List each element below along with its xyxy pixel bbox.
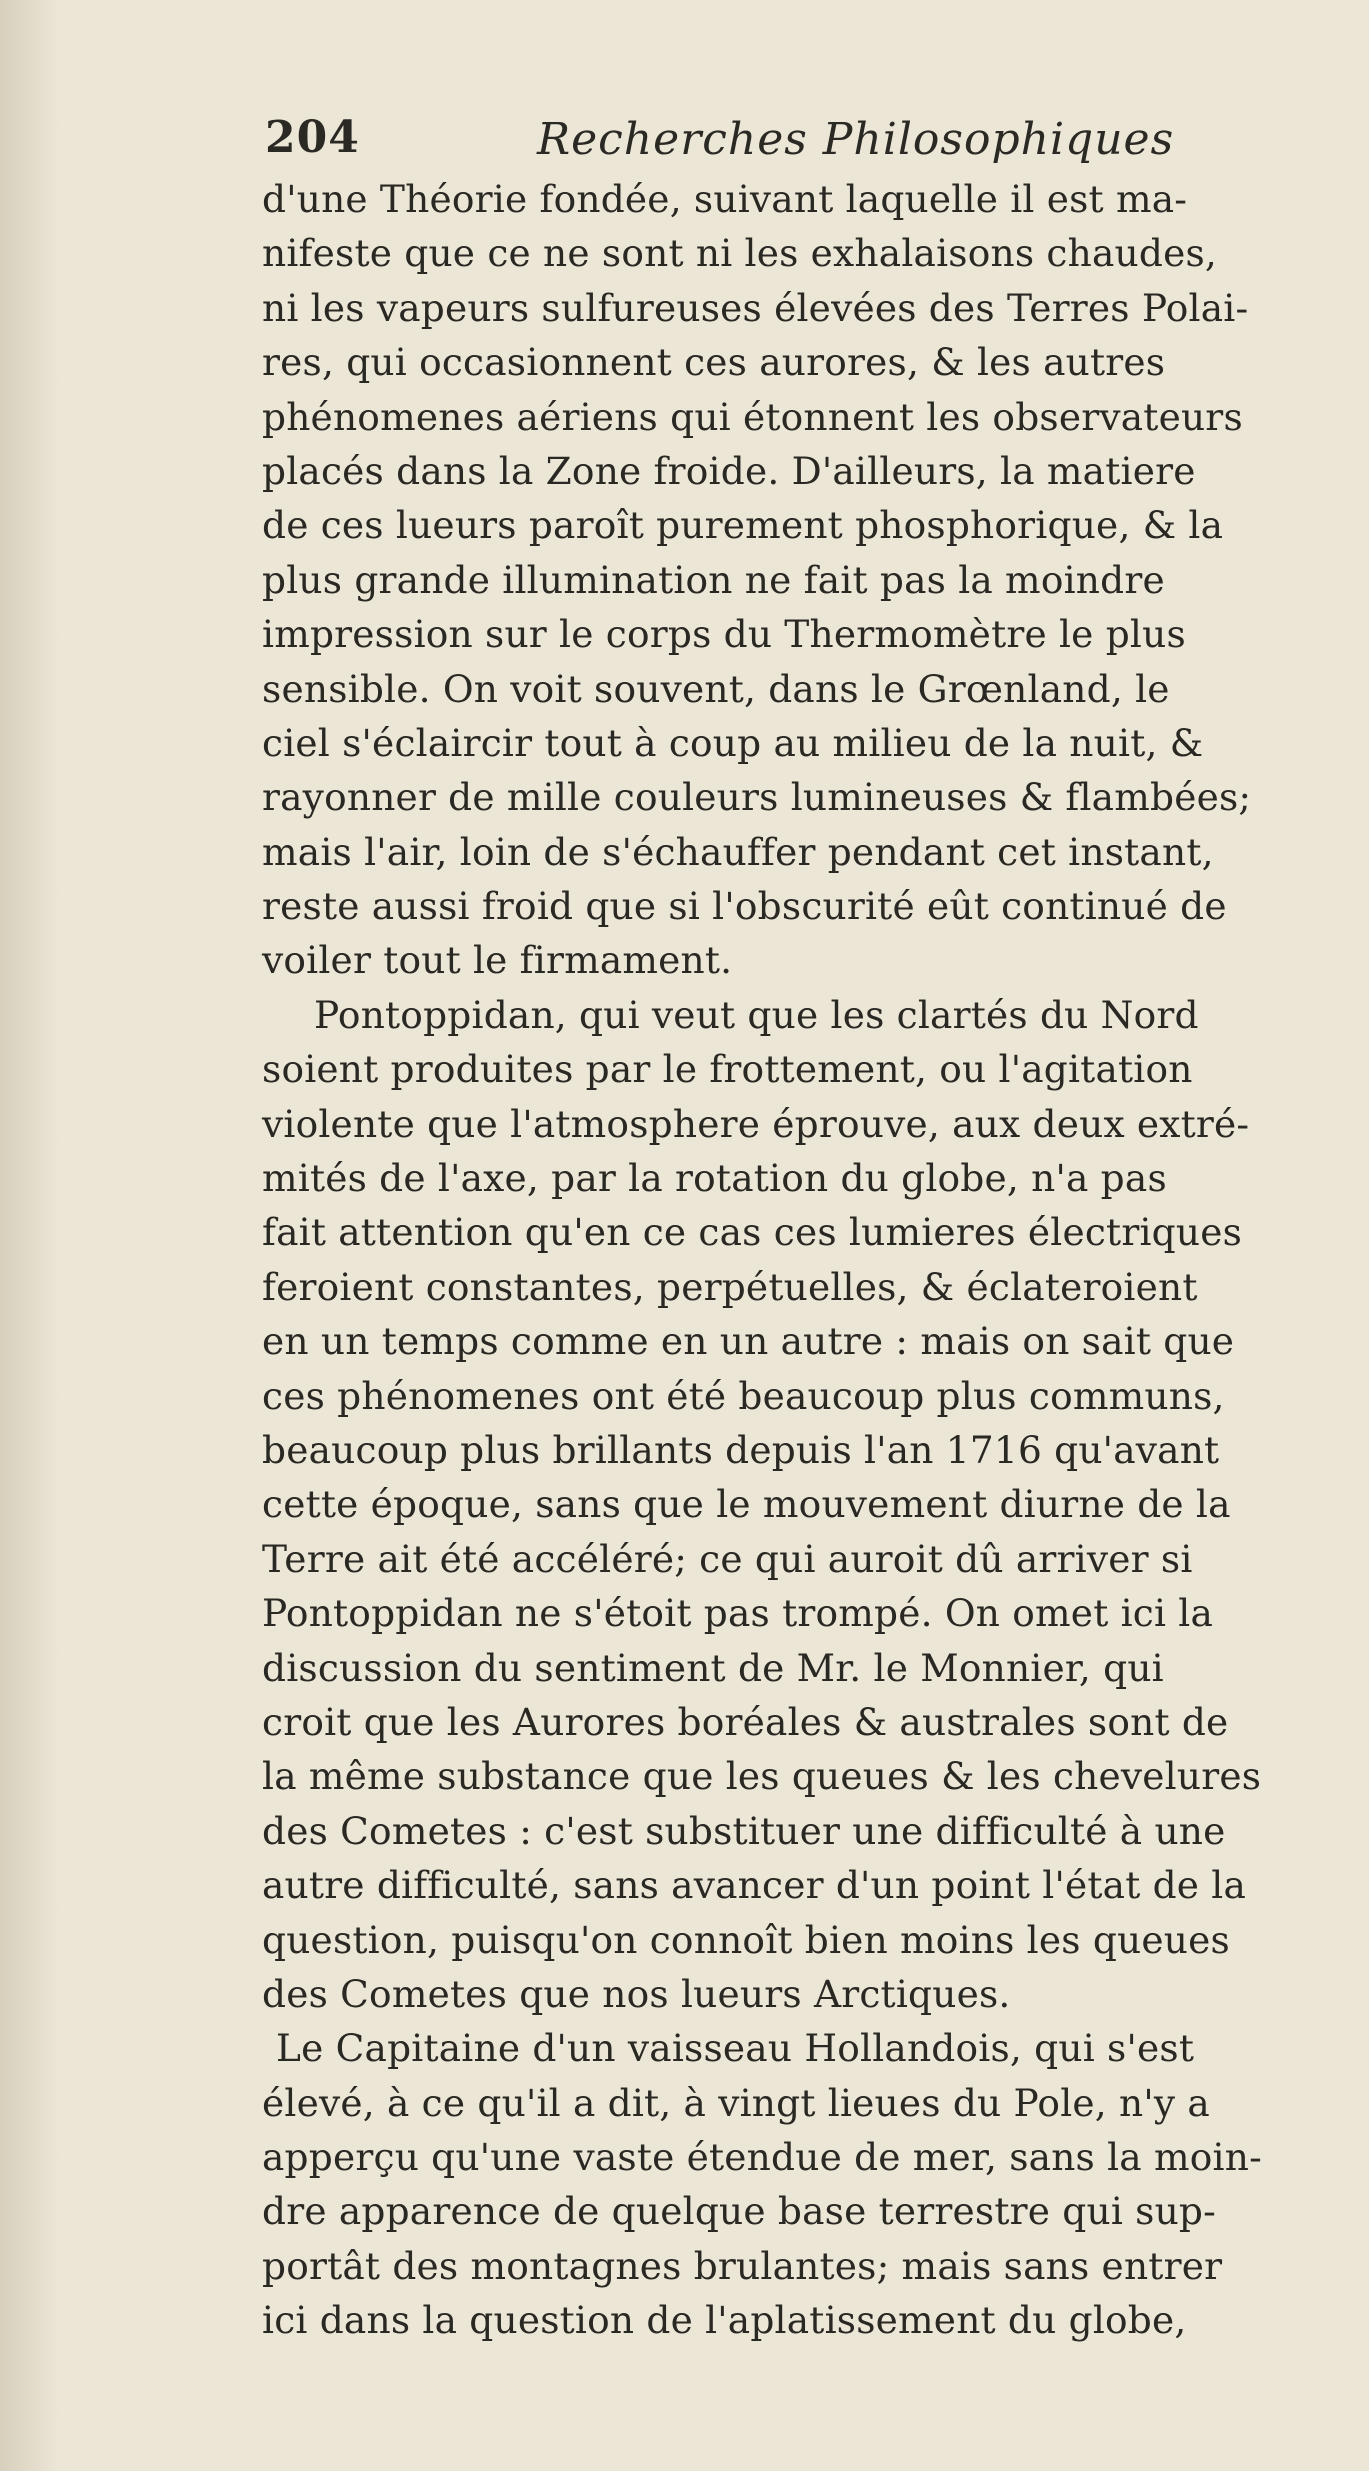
- text-line: la même substance que les queues & les chevelures: [262, 1754, 1262, 1799]
- text-line: sensible. On voit souvent, dans le Grœnland, le: [262, 666, 1170, 711]
- text-line: ces phénomenes ont été beaucoup plus communs,: [262, 1373, 1225, 1418]
- text-line: des Cometes : c'est substituer une difficulté à une: [262, 1808, 1226, 1853]
- text-line: res, qui occasionnent ces aurores, & les autres: [262, 340, 1166, 385]
- text-line: élevé, à ce qu'il a dit, à vingt lieues du Pole, n'y a: [262, 2080, 1210, 2125]
- text-line: voiler tout le firmament.: [262, 938, 733, 983]
- page-header: [265, 112, 1265, 172]
- text-line: ni les vapeurs sulfureuses élevées des Terres Polai-: [262, 285, 1249, 330]
- text-line: cette époque, sans que le mouvement diurne de la: [262, 1482, 1231, 1527]
- text-line: ici dans la question de l'aplatissement du globe,: [262, 2298, 1187, 2343]
- text-line: apperçu qu'une vaste étendue de mer, sans la moin-: [262, 2135, 1262, 2180]
- text-line: question, puisqu'on connoît bien moins les queues: [262, 1917, 1230, 1962]
- text-line: mités de l'axe, par la rotation du globe, n'a pas: [262, 1156, 1167, 1201]
- text-line: nifeste que ce ne sont ni les exhalaisons chaudes,: [262, 231, 1218, 276]
- text-line: placés dans la Zone froide. D'ailleurs, la matiere: [262, 448, 1196, 493]
- text-line: phénomenes aériens qui étonnent les observateurs: [262, 394, 1243, 439]
- text-line: discussion du sentiment de Mr. le Monnier, qui: [262, 1645, 1164, 1690]
- paragraph-start-line: Le Capitaine d'un vaisseau Hollandois, qui s'est: [276, 2026, 1195, 2071]
- text-line: mais l'air, loin de s'échauffer pendant cet instant,: [262, 829, 1214, 874]
- text-line: autre difficulté, sans avancer d'un point l'état de la: [262, 1863, 1247, 1908]
- page-gutter-shadow: [0, 0, 60, 2471]
- text-line: dre apparence de quelque base terrestre qui sup-: [262, 2189, 1217, 2234]
- running-title: Recherches Philosophiques: [537, 114, 1175, 165]
- text-line: plus grande illumination ne fait pas la moindre: [262, 557, 1165, 602]
- body-text: [262, 172, 1357, 2348]
- text-line: reste aussi froid que si l'obscurité eût continué de: [262, 884, 1227, 929]
- text-line: croit que les Aurores boréales & australes sont de: [262, 1699, 1229, 1744]
- text-line: portât des montagnes brulantes; mais sans entrer: [262, 2243, 1223, 2288]
- text-line: en un temps comme en un autre : mais on sait que: [262, 1319, 1235, 1364]
- text-line: Terre ait été accéléré; ce qui auroit dû arriver si: [262, 1536, 1193, 1581]
- paragraph-start-line: Pontoppidan, qui veut que les clartés du Nord: [314, 992, 1199, 1037]
- text-line: de ces lueurs paroît purement phosphorique, & la: [262, 503, 1224, 548]
- text-line: violente que l'atmosphere éprouve, aux deux extré-: [262, 1101, 1250, 1146]
- text-line: soient produites par le frottement, ou l'agitation: [262, 1047, 1193, 1092]
- text-line: fait attention qu'en ce cas ces lumieres électriques: [262, 1210, 1243, 1255]
- text-line: des Cometes que nos lueurs Arctiques.: [262, 1971, 1011, 2016]
- text-line: impression sur le corps du Thermomètre le plus: [262, 612, 1186, 657]
- text-line: rayonner de mille couleurs lumineuses & flambées;: [262, 775, 1252, 820]
- text-line: ciel s'éclaircir tout à coup au milieu de la nuit, &: [262, 720, 1204, 765]
- text-line: beaucoup plus brillants depuis l'an 1716 qu'avant: [262, 1427, 1220, 1472]
- text-line: Pontoppidan ne s'étoit pas trompé. On omet ici la: [262, 1591, 1214, 1636]
- text-line: feroient constantes, perpétuelles, & éclateroient: [262, 1264, 1198, 1309]
- text-line: d'une Théorie fondée, suivant laquelle il est ma-: [262, 177, 1188, 221]
- page-number: 204: [265, 112, 360, 163]
